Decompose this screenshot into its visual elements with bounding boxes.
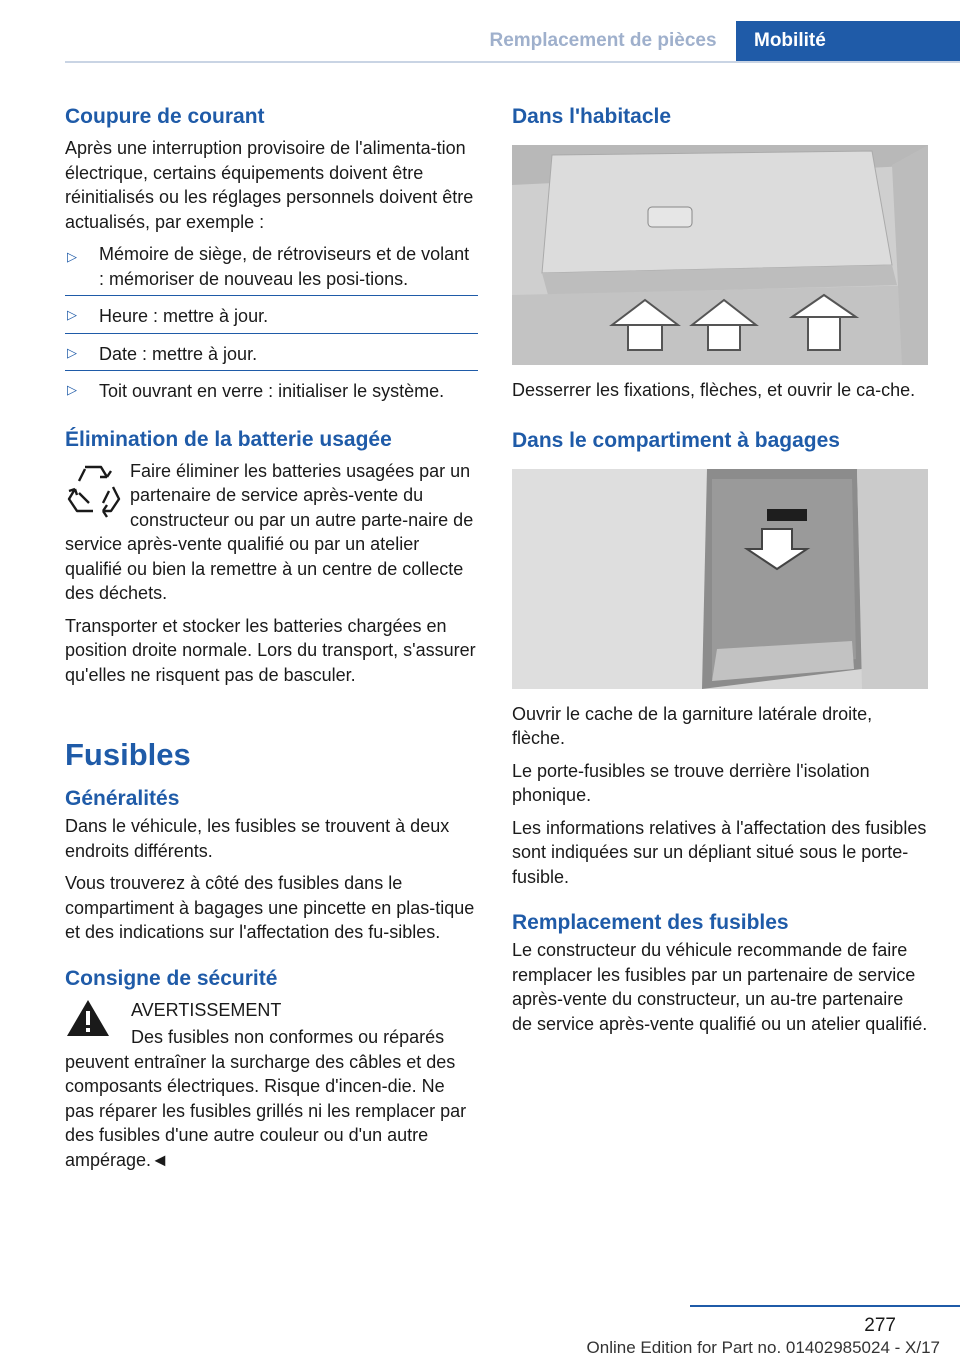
list-item: ▷ Mémoire de siège, de rétroviseurs et de volant : mémoriser de nouveau les posi‐tions. bbox=[67, 244, 470, 289]
trunk-caption: Ouvrir le cache de la garniture latérale droite, flèche. bbox=[512, 703, 873, 748]
left-column bbox=[65, 103, 478, 1172]
general-text-2: Vous trouverez à côté des fusibles dans le compartiment à bagages une pincette en plas‐tique et des indications sur l'affectation des fu‐sibles. bbox=[65, 873, 475, 942]
power-cut-list bbox=[65, 242, 478, 404]
heading-general: Généralités bbox=[65, 787, 180, 810]
warning-block bbox=[65, 998, 478, 1173]
warning-triangle-icon bbox=[65, 998, 115, 1044]
general-text-1: Dans le véhicule, les fusibles se trouvent à deux endroits différents. bbox=[65, 816, 450, 861]
edition-note: Online Edition for Part no. 01402985024 - X/17 bbox=[586, 1338, 940, 1357]
battery-disposal-block bbox=[65, 459, 478, 606]
battery-transport-text: Transporter et stocker les batteries chargées en position droite normale. Lors du transport, s'assurer qu'elles ne risquent pas de basculer. bbox=[65, 615, 476, 685]
heading-trunk: Dans le compartiment à bagages bbox=[512, 428, 840, 452]
list-item: ▷ Toit ouvrant en verre : initialiser le système. bbox=[65, 370, 478, 404]
trunk-figure bbox=[512, 469, 928, 689]
trunk-text-1: Le porte-fusibles se trouve derrière l'isolation phonique. bbox=[512, 760, 870, 805]
list-divider bbox=[65, 295, 478, 296]
warning-label: AVERTISSEMENT bbox=[131, 999, 282, 1020]
power-cut-intro: Après une interruption provisoire de l'alimenta‐tion électrique, certains équipements doivent être réinitialisés ou les réglages personnels doivent être actualisés, par exemple : bbox=[65, 138, 474, 232]
right-column bbox=[512, 103, 928, 1036]
recycle-icon bbox=[65, 459, 125, 523]
trunk-text-2: Les informations relatives à l'affectation des fusibles sont indiquées sur un dépliant situé sous le porte-fusible. bbox=[512, 817, 927, 887]
page-number: 277 bbox=[864, 1315, 896, 1336]
heading-safety: Consigne de sécurité bbox=[65, 966, 278, 990]
cabin-caption: Desserrer les fixations, flèches, et ouvrir le ca‐che. bbox=[512, 380, 916, 400]
battery-disposal-text: Faire éliminer les batteries usagées par un partenaire de service après-vente du constructeur ou par un autre parte‐naire de service après-vente qualifié ou par un atelier qualifié ou bien la remettre à un centre de collecte des déchets. bbox=[65, 460, 474, 603]
list-item: ▷ Heure : mettre à jour. bbox=[65, 295, 478, 329]
heading-power-cut: Coupure de courant bbox=[65, 105, 265, 128]
list-divider bbox=[65, 333, 478, 334]
warning-text: Des fusibles non conformes ou réparés peuvent entraîner la surcharge des câbles et des composants électriques. Risque d'incen‐die. Ne pas réparer les fusibles grillés ni les remplacer par des fusibles d'une autre couleur ou d'un autre ampérage.◄ bbox=[65, 1027, 467, 1170]
bullet-triangle-icon: ▷ bbox=[67, 344, 77, 360]
bullet-triangle-icon: ▷ bbox=[67, 249, 77, 264]
heading-fuse-replacement: Remplacement des fusibles bbox=[512, 911, 789, 934]
cabin-figure bbox=[512, 145, 928, 365]
heading-battery-disposal: Élimination de la batterie usagée bbox=[65, 427, 392, 451]
running-header-tab: Mobilité bbox=[736, 21, 960, 62]
list-divider bbox=[65, 370, 478, 371]
header-rule bbox=[65, 61, 960, 63]
fuse-replacement-text: Le constructeur du véhicule recommande de faire remplacer les fusibles par un partenaire de service après-vente du constructeur, un au‐tre partenaire de service après-vente qualifié ou un atelier qualifié. bbox=[512, 940, 928, 1034]
heading-cabin: Dans l'habitacle bbox=[512, 105, 672, 128]
bullet-triangle-icon: ▷ bbox=[67, 307, 77, 322]
running-header-section: Remplacement de pièces bbox=[489, 30, 717, 51]
bullet-triangle-icon: ▷ bbox=[67, 382, 77, 397]
list-item: ▷ Date : mettre à jour. bbox=[65, 333, 478, 367]
footer-rule bbox=[690, 1305, 960, 1307]
heading-fuses: Fusibles bbox=[65, 737, 191, 772]
